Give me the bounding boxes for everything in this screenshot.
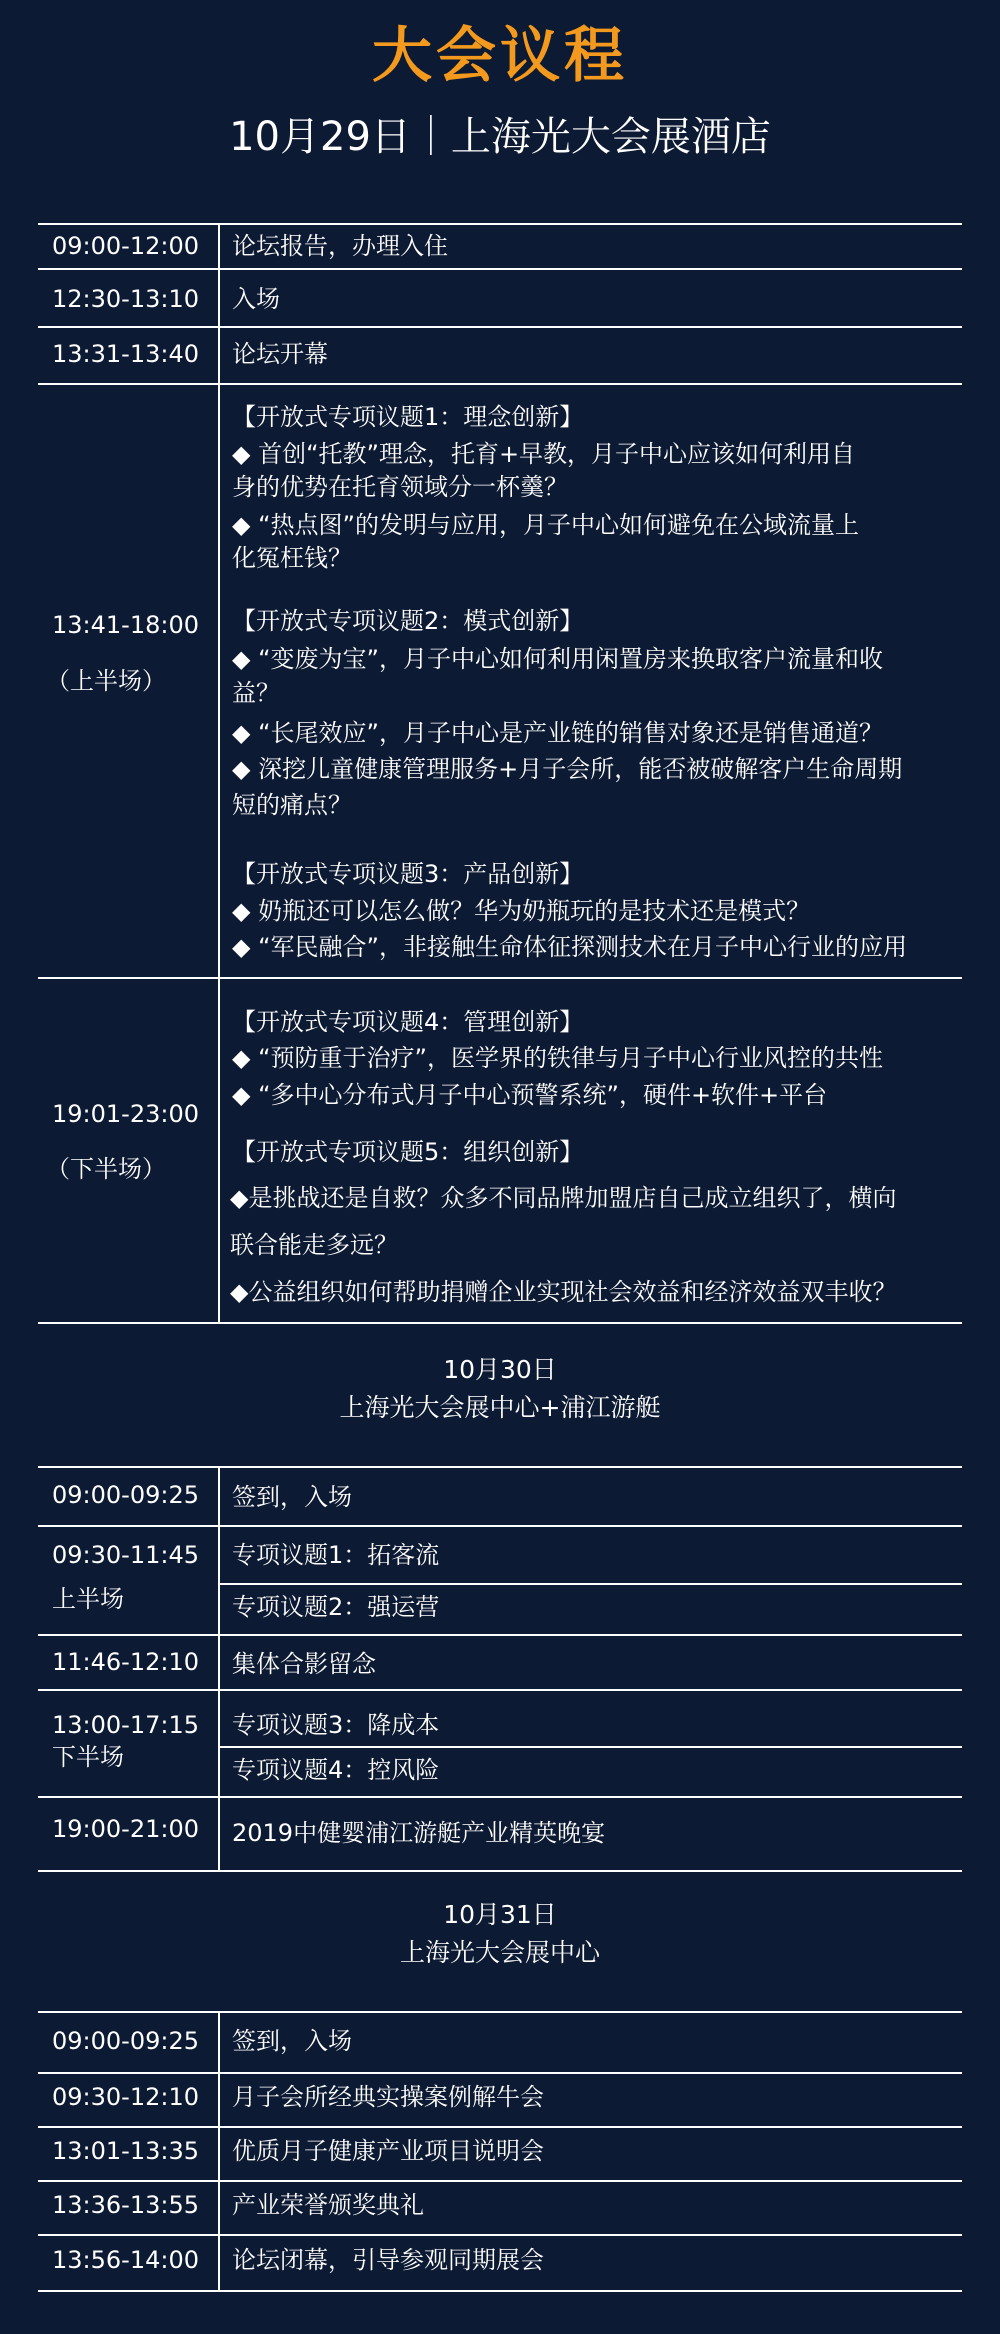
agenda-line: 【开放式专项议题5：组织创新】 — [232, 1138, 584, 1166]
time-cell: 09:30-12:10 — [52, 2083, 199, 2111]
session-label: 上半场 — [52, 1585, 124, 1613]
agenda-line: 化冤枉钱？ — [232, 544, 352, 572]
time-cell: 19:01-23:00 — [52, 1100, 199, 1128]
agenda-line: 身的优势在托育领域分一杯羹？ — [232, 473, 568, 501]
agenda-line: ◆ 奶瓶还可以怎么做？华为奶瓶玩的是技术还是模式？ — [232, 897, 811, 925]
day2-date: 10月30日 — [443, 1355, 557, 1384]
table-divider — [38, 326, 962, 328]
agenda-line: ◆ 深挖儿童健康管理服务+月子会所，能否被破解客户生命周期 — [232, 755, 903, 783]
table-divider — [218, 1746, 962, 1748]
table-divider — [38, 2180, 962, 2182]
time-cell: 11:46-12:10 — [52, 1648, 199, 1676]
session-label: 下半场 — [52, 1743, 124, 1771]
time-cell: 13:00-17:15 — [52, 1711, 199, 1739]
content-cell: 月子会所经典实操案例解牛会 — [232, 2083, 544, 2111]
table-divider — [38, 2072, 962, 2074]
content-cell: 2019中健婴浦江游艇产业精英晚宴 — [232, 1819, 606, 1847]
page-subtitle: 10月29日｜上海光大会展酒店 — [229, 114, 771, 160]
time-cell: 12:30-13:10 — [52, 285, 199, 313]
time-cell: 13:31-13:40 — [52, 340, 199, 368]
agenda-line: ◆ “变废为宝”，月子中心如何利用闲置房来换取客户流量和收 — [232, 645, 883, 673]
time-cell: 09:00-12:00 — [52, 232, 199, 260]
agenda-line: ◆ “热点图”的发明与应用，月子中心如何避免在公域流量上 — [232, 511, 859, 539]
table-divider — [38, 1525, 962, 1527]
content-cell: 专项议题4：控风险 — [232, 1756, 440, 1784]
table-divider — [38, 2234, 962, 2236]
table-divider — [38, 223, 962, 225]
content-cell: 签到，入场 — [232, 2027, 352, 2055]
table-divider — [38, 977, 962, 979]
time-cell: 09:00-09:25 — [52, 1481, 199, 1509]
content-cell: 产业荣誉颁奖典礼 — [232, 2191, 424, 2219]
agenda-line: ◆ 首创“托教”理念，托育+早教，月子中心应该如何利用自 — [232, 440, 856, 468]
table-divider — [38, 1689, 962, 1691]
column-divider — [218, 2011, 220, 2292]
agenda-line: ◆ “长尾效应”，月子中心是产业链的销售对象还是销售通道？ — [232, 719, 883, 747]
table-divider — [218, 1583, 962, 1585]
page-title: 大会议程 — [372, 21, 628, 91]
table-divider — [38, 2290, 962, 2292]
column-divider — [218, 1466, 220, 1872]
agenda-line: 联合能走多远？ — [230, 1231, 398, 1259]
time-cell: 09:00-09:25 — [52, 2027, 199, 2055]
content-cell: 集体合影留念 — [232, 1650, 376, 1678]
agenda-line: 【开放式专项议题4：管理创新】 — [232, 1008, 584, 1036]
agenda-line: ◆ “军民融合”，非接触生命体征探测技术在月子中心行业的应用 — [232, 933, 907, 961]
table-divider — [38, 1322, 962, 1324]
day2-venue: 上海光大会展中心+浦江游艇 — [339, 1393, 661, 1422]
day3-venue: 上海光大会展中心 — [399, 1938, 600, 1967]
day3-date: 10月31日 — [443, 1900, 557, 1929]
agenda-line: 短的痛点？ — [232, 791, 352, 819]
time-cell: 13:36-13:55 — [52, 2191, 199, 2219]
table-divider — [38, 1466, 962, 1468]
content-cell: 专项议题2：强运营 — [232, 1593, 440, 1621]
agenda-line: 益？ — [232, 679, 280, 707]
table-divider — [38, 2126, 962, 2128]
table-divider — [38, 1796, 962, 1798]
agenda-line: ◆公益组织如何帮助捐赠企业实现社会效益和经济效益双丰收？ — [230, 1278, 897, 1306]
table-divider — [38, 383, 962, 385]
agenda-line: ◆ “多中心分布式月子中心预警系统”，硬件+软件+平台 — [232, 1081, 828, 1109]
time-cell: 13:41-18:00 — [52, 611, 199, 639]
content-cell: 入场 — [232, 285, 280, 313]
content-cell: 专项议题3：降成本 — [232, 1711, 440, 1739]
session-label: （下半场） — [46, 1155, 166, 1183]
agenda-line: 【开放式专项议题3：产品创新】 — [232, 860, 584, 888]
content-cell: 签到，入场 — [232, 1483, 352, 1511]
session-label: （上半场） — [46, 667, 166, 695]
time-cell: 09:30-11:45 — [52, 1541, 199, 1569]
agenda-line: ◆ “预防重于治疗”，医学界的铁律与月子中心行业风控的共性 — [232, 1044, 883, 1072]
agenda-line: 【开放式专项议题2：模式创新】 — [232, 607, 584, 635]
time-cell: 13:56-14:00 — [52, 2246, 199, 2274]
agenda-line: 【开放式专项议题1：理念创新】 — [232, 403, 584, 431]
content-cell: 论坛报告，办理入住 — [232, 232, 448, 260]
content-cell: 优质月子健康产业项目说明会 — [232, 2137, 544, 2165]
table-divider — [38, 2011, 962, 2013]
content-cell: 论坛闭幕，引导参观同期展会 — [232, 2246, 544, 2274]
time-cell: 19:00-21:00 — [52, 1815, 199, 1843]
agenda-line: ◆是挑战还是自救？众多不同品牌加盟店自己成立组织了，横向 — [230, 1184, 897, 1212]
table-divider — [38, 268, 962, 270]
table-divider — [38, 1634, 962, 1636]
time-cell: 13:01-13:35 — [52, 2137, 199, 2165]
table-divider — [38, 1870, 962, 1872]
content-cell: 专项议题1：拓客流 — [232, 1541, 440, 1569]
content-cell: 论坛开幕 — [232, 340, 328, 368]
column-divider — [218, 223, 220, 1324]
